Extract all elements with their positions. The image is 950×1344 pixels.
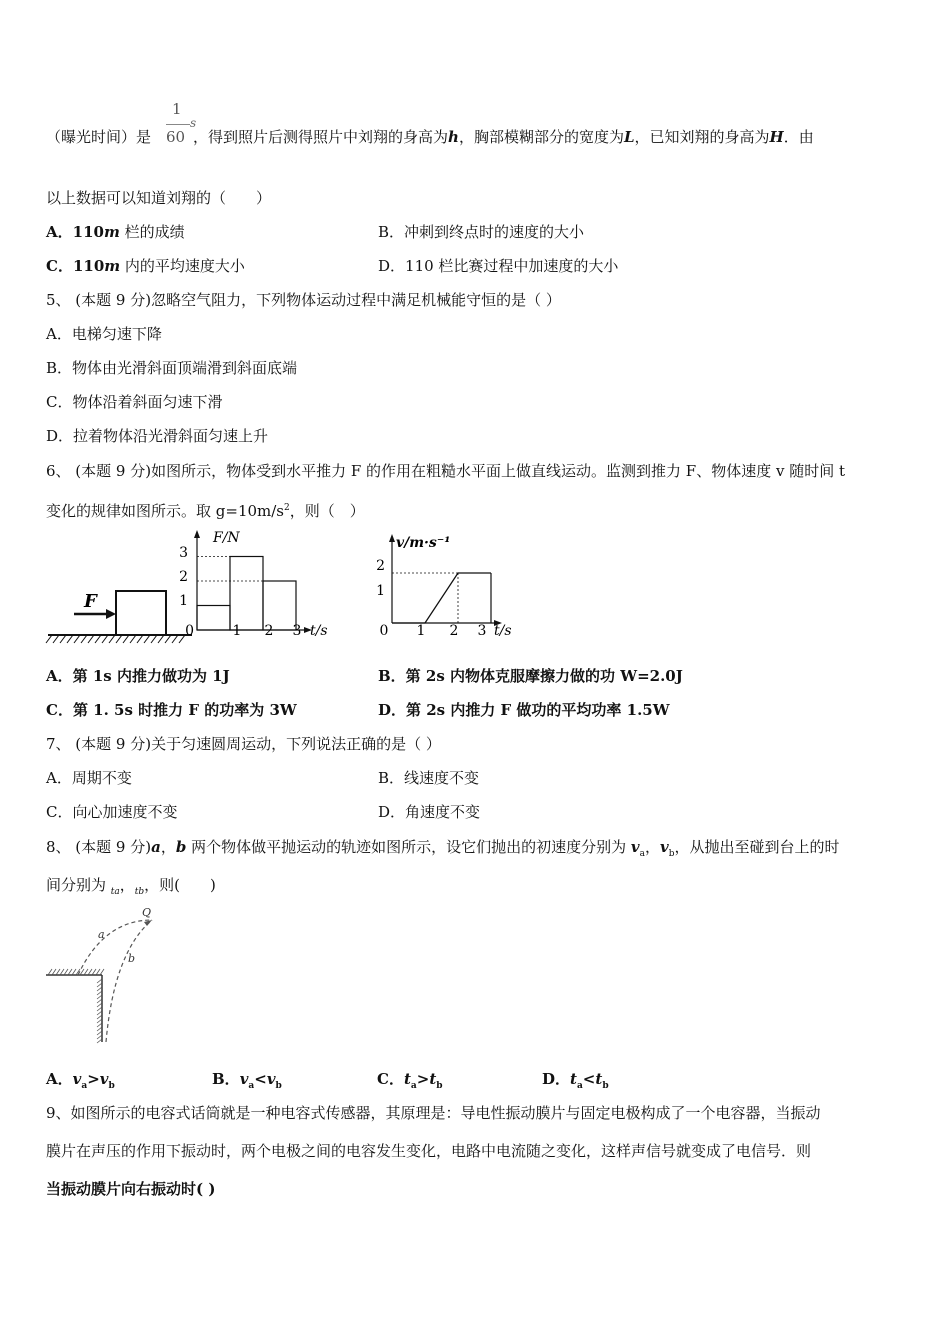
fraction-unit: s [190,116,197,130]
ground-hatch [46,635,185,643]
f-tick-1: 1 [179,593,188,609]
q7-option-a: A．周期不变 [46,769,132,787]
fraction-bar [166,124,190,125]
hatch-mark [80,969,84,975]
q8-option-a: A．$v_a>v_b$ [46,1070,115,1091]
arrow-q [144,920,152,926]
v-series-line [392,573,491,623]
path-b-label: b [128,952,136,965]
hatch-mark [60,969,64,975]
f-t-axis-label: t/s [310,623,328,639]
hatch-mark [95,635,101,643]
f-y-axis-arrow [194,530,200,538]
q5-option-d: D．拉着物体沿光滑斜面匀速上升 [46,427,269,445]
hatch-mark [53,635,59,643]
v-t-tick-3: 3 [477,623,487,639]
q6-stem-line1: 6、 (本题 9 分)如图所示，物体受到水平推力 F 的作用在粗糙水平面上做直线运动。监测到推力 F、物体速度 v 随时间 t [46,462,846,480]
hatch-mark [123,635,129,643]
f-tick-2: 2 [179,569,188,585]
hatch-mark [109,635,115,643]
f-t-tick-1: 1 [232,623,242,639]
block-on-ground [46,591,192,643]
trajectory-b [106,920,152,1042]
hatch-mark [48,969,52,975]
q4-option-a: A．110m 栏的成绩 [46,223,185,241]
hatch-mark [46,635,52,643]
hatch-mark [144,635,150,643]
force-arrow-head [106,609,116,619]
f-bars [197,557,296,631]
q4-option-d: D．110 栏比赛过程中加速度的大小 [378,257,619,275]
hatch-mark [116,635,122,643]
hatch-mark [72,969,76,975]
hatch-mark [88,635,94,643]
q9-line3: 当振动膜片向右振动时( ) [46,1180,216,1198]
q8-figure [44,902,174,1052]
q6-option-b: B．第 2s 内物体克服摩擦力做的功 W=2.0J [378,667,683,685]
q6-figure [40,528,530,648]
hatch-mark [165,635,171,643]
v-t-tick-2: 2 [449,623,459,639]
q6-option-c: C．第 1. 5s 时推力 F 的功率为 3W [46,701,297,719]
q8-stem-line1: 8、 (本题 9 分)a，b 两个物体做平抛运动的轨迹如图所示，设它们抛出的初速度分别为 $v_a$，$v_b$，从抛出至碰到台上的时 [46,838,840,859]
q7-option-c: C．向心加速度不变 [46,803,178,821]
q9-line2: 膜片在声压的作用下振动时，两个电极之间的电容发生变化，电路中电流随之变化，这样声信号就变成了电信号．则 [46,1142,812,1160]
q8-stem-line2: 间分别为 $_{ta}$，$_{tb}$，则( ) [46,876,216,897]
q4-stem-line1: （曝光时间）是 ，得到照片后测得照片中刘翔的身高为h，胸部模糊部分的宽度为L，已知刘翔的身高为H．由 [46,128,814,146]
q6-option-d: D．第 2s 内推力 F 做功的平均功率 1.5W [378,701,670,719]
point-q-label: Q [142,906,152,919]
q5-option-a: A．电梯匀速下降 [46,325,162,343]
v-t-axis-label: t/s [494,623,512,639]
hatch-mark [151,635,157,643]
hatch-mark [74,635,80,643]
hatch-mark [158,635,164,643]
block [116,591,166,635]
hatch-mark [67,635,73,643]
q5-option-c: C．物体沿着斜面匀速下滑 [46,393,223,411]
f-t-tick-2: 2 [264,623,274,639]
q7-stem: 7、 (本题 9 分)关于匀速圆周运动，下列说法正确的是（ ） [46,735,441,753]
v-curve [392,573,491,623]
q8-option-c: C．$t_a>t_b$ [377,1070,443,1091]
velocity-time-chart [376,534,511,639]
hatch-mark [60,635,66,643]
hatch-mark [96,969,100,975]
hatch-mark [64,969,68,975]
hatch-mark [137,635,143,643]
hatch-mark [92,969,96,975]
hatch-mark [88,969,92,975]
hatch-mark [100,969,104,975]
q7-option-b: B．线速度不变 [378,769,480,787]
q6-stem-line2: 变化的规律如图所示。取 $g=10m/s^2$，则（ ） [46,502,365,520]
hatch-mark [81,635,87,643]
f-origin: 0 [185,623,194,639]
hatch-mark [56,969,60,975]
hatch-mark [68,969,72,975]
v-tick-2: 2 [376,558,385,574]
q8-option-b: B．$v_a<v_b$ [212,1070,282,1091]
hatch-mark [52,969,56,975]
fraction-numerator: 1 [172,100,182,118]
f-t-tick-3: 3 [292,623,302,639]
fraction-denominator: 60 [166,128,186,146]
q5-option-b: B．物体由光滑斜面顶端滑到斜面底端 [46,359,298,377]
trajectory-a [78,920,152,975]
f-axis-label: F/N [213,530,240,546]
hatch-mark [84,969,88,975]
q9-line1: 9、如图所示的电容式话筒就是一种电容式传感器，其原理是：导电性振动膜片与固定电极构成了一个电容器，当振动 [46,1104,821,1122]
q4-option-b: B．冲刺到终点时的速度的大小 [378,223,585,241]
force-time-chart [179,530,327,639]
hatch-mark [172,635,178,643]
q6-option-a: A．第 1s 内推力做功为 1J [46,667,230,685]
q7-option-d: D．角速度不变 [378,803,481,821]
f-bar-2 [230,557,263,631]
q4-stem-line2: 以上数据可以知道刘翔的（ ） [46,189,272,207]
table-hatch [48,969,104,1043]
v-t-tick-1: 1 [416,623,426,639]
q5-stem: 5、 (本题 9 分)忽略空气阻力，下列物体运动过程中满足机械能守恒的是（ ） [46,291,561,309]
hatch-mark [130,635,136,643]
hatch-mark [102,635,108,643]
f-bar-1 [197,606,230,631]
q4-option-c: C．110m 内的平均速度大小 [46,257,245,275]
v-tick-1: 1 [376,583,385,599]
q8-option-d: D．$t_a<t_b$ [542,1070,609,1091]
v-axis-label: v/m·s⁻¹ [396,535,451,551]
v-y-axis-arrow [389,534,395,542]
force-label: F [84,591,97,612]
v-origin: 0 [379,623,389,639]
f-tick-3: 3 [179,545,188,561]
path-a-label: a [98,928,105,941]
